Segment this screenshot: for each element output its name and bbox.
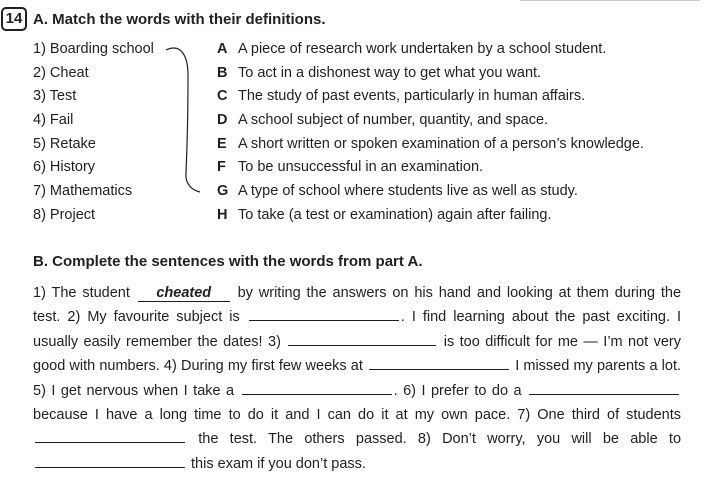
definition-text: A school subject of number, quantity, and space. xyxy=(238,112,549,129)
sentence-text: . 6) I prefer to do a xyxy=(393,382,522,399)
word-item: 2) Cheat xyxy=(33,64,89,81)
definition-text: The study of past events, particularly in human affairs. xyxy=(238,88,586,105)
word-item: 7) Mathematics xyxy=(33,183,133,200)
definition-letter: E xyxy=(217,135,227,152)
answer-blank-7[interactable] xyxy=(35,427,185,443)
word-item: 5) Retake xyxy=(33,135,96,152)
definition-text: To be unsuccessful in an examination. xyxy=(238,159,484,176)
definition-letter: B xyxy=(217,64,228,81)
answer-blank-1: cheated xyxy=(138,285,230,302)
definition-item xyxy=(217,85,644,109)
word-item: 4) Fail xyxy=(33,112,74,129)
definition-text: To take (a test or examination) again after failing. xyxy=(238,206,552,223)
answer-blank-2[interactable] xyxy=(249,305,399,321)
word-item: 6) History xyxy=(33,159,96,176)
definition-text: A type of school where students live as well as study. xyxy=(238,183,578,200)
definition-text: A piece of research work undertaken by a school student. xyxy=(238,41,607,57)
definition-item xyxy=(217,62,644,86)
definition-letter: H xyxy=(217,206,228,223)
answer-blank-3[interactable] xyxy=(288,330,436,346)
answer-blank-8[interactable] xyxy=(35,452,185,468)
definition-item xyxy=(217,133,644,157)
sentence-text: this exam if you don’t pass. xyxy=(191,455,366,472)
sentence-text: I missed my parents a lot. 5) I get nervous when I take a xyxy=(33,358,682,399)
part-b-heading: B. Complete the sentences with the words from part A. xyxy=(33,253,423,270)
sentence-text: is too difficult for me — I’m not very good with numbers. 4) During my first few weeks at xyxy=(33,333,681,375)
definition-item xyxy=(217,156,644,180)
sentence-text: by writing the answers on his hand and looking at them during the test. 2) My favourite subject is xyxy=(33,285,682,326)
sentence-text: because I have a long time to do it and I can do it at my own pace. 7) One third of students xyxy=(33,407,681,424)
word-item: 1) Boarding school xyxy=(33,41,154,57)
definition-letter: D xyxy=(217,112,228,129)
sentence-text: the test. The others passed. 8) Don’t worry, you will be able to xyxy=(198,431,682,448)
answer-blank-6[interactable] xyxy=(529,379,679,395)
word-item: 3) Test xyxy=(33,88,77,105)
definition-letter: G xyxy=(217,183,229,200)
definition-list xyxy=(217,38,644,228)
definition-item xyxy=(217,38,644,62)
sentence-text: . I find learning about the past exciting. I usually easily remember the dates! 3) xyxy=(33,309,682,350)
sentence-text: 1) The student xyxy=(33,285,130,301)
definition-text: To act in a dishonest way to get what you want. xyxy=(238,64,542,81)
exercise-number-badge: 14 xyxy=(1,7,27,31)
definition-text: A short written or spoken examination of a person’s knowledge. xyxy=(238,135,644,152)
definition-letter: F xyxy=(217,159,226,176)
definition-item xyxy=(217,204,644,228)
definition-item xyxy=(217,180,644,204)
answer-blank-5[interactable] xyxy=(242,379,392,395)
answer-blank-4[interactable] xyxy=(369,354,509,370)
definition-letter: C xyxy=(217,88,228,105)
part-a-heading: A. Match the words with their definitions. xyxy=(33,11,326,28)
definition-letter: A xyxy=(217,41,228,57)
word-item: 8) Project xyxy=(33,206,96,223)
definition-item xyxy=(217,109,644,133)
fill-in-paragraph xyxy=(33,281,681,476)
